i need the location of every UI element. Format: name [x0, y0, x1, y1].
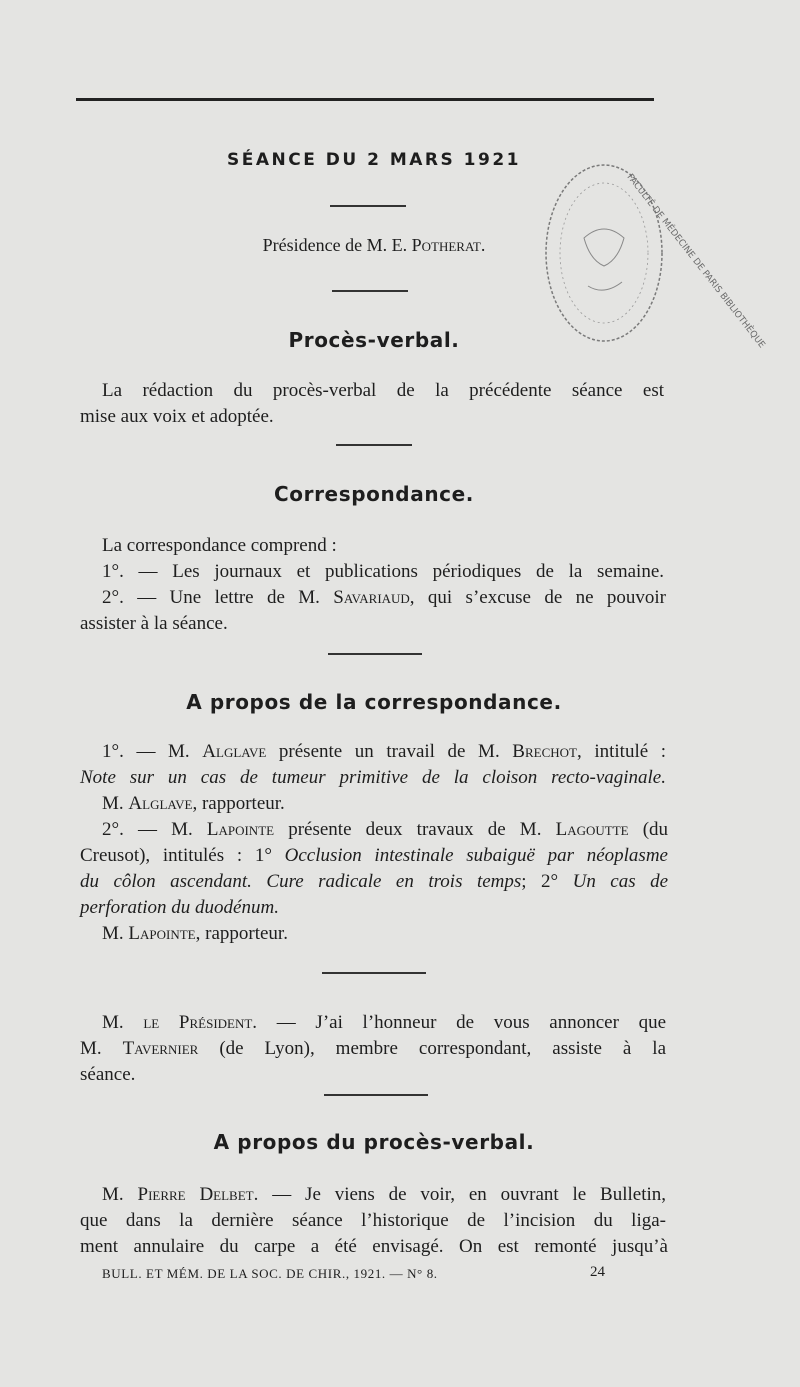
apc-p2-line-2 — [80, 843, 668, 869]
apc-p1-name2: Brechot, — [512, 741, 582, 762]
president-l2-m: M. — [80, 1038, 102, 1059]
president-text: — J’ai l’honneur de vous annoncer que — [276, 1012, 667, 1033]
apc-p1-rapporteur-m: M. — [102, 793, 124, 814]
corr-item-1: 1°. — Les journaux et publications périodiques de la semaine. — [102, 561, 664, 582]
president-name: le Président. — [143, 1012, 258, 1033]
president-line-3: séance. — [80, 1064, 136, 1085]
presidency-prefix: Présidence de M. E. — [262, 235, 408, 255]
section-title-proces-verbal: Procès-verbal. — [288, 328, 460, 352]
divider — [332, 290, 408, 292]
apc-p1-name: Alglave — [202, 741, 267, 762]
apc-p2-num: 2°. — M. — [102, 819, 193, 840]
apc-p1-num: 1°. — M. — [102, 741, 190, 762]
apc-p2-l2-text: Creusot), intitulés : 1° — [80, 845, 272, 866]
pv-line-2: mise aux voix et adoptée. — [80, 406, 274, 427]
apc-p2-rapporteur-m: M. — [102, 923, 124, 944]
apc-p2-text: présente deux travaux de M. — [288, 819, 542, 840]
divider — [322, 972, 426, 974]
apv-line-2: que dans la dernière séance l’historique de l’incision du liga- — [80, 1210, 666, 1231]
corr-item-2 — [102, 585, 666, 611]
apv-text: — Je viens de voir, en ouvrant le Bulletin, — [272, 1184, 667, 1205]
apc-p1-rapporteur-label: rapporteur. — [201, 793, 285, 814]
apc-p2-l3-text: ; 2° — [521, 871, 559, 892]
corr-intro: La correspondance comprend : — [102, 535, 337, 556]
apc-p2-l3-title: du côlon ascendant. Cure radicale en trois temps — [80, 871, 522, 892]
apc-p2-name2: Lagoutte — [555, 819, 629, 840]
apc-p2-name: Lapointe — [206, 819, 275, 840]
president-l2-name: Tavernier — [122, 1038, 199, 1059]
library-stamp — [536, 158, 767, 351]
president-line-1 — [102, 1010, 666, 1036]
president-line-2 — [80, 1036, 666, 1062]
corr-item-2-prefix: 2°. — Une lettre de M. — [102, 587, 320, 608]
divider — [330, 205, 406, 207]
apv-m: M. — [102, 1184, 124, 1205]
apc-p2-line-4: perforation du duodénum. — [80, 897, 279, 918]
apc-p1-title: Note sur un cas de tumeur primitive de la cloison recto-vaginale. — [80, 767, 666, 788]
president-m: M. — [102, 1012, 124, 1033]
apc-p2-rapporteur — [102, 921, 288, 947]
apc-p1-rapporteur-name: Alglave, — [128, 793, 198, 814]
president-l2-text: (de Lyon), membre correspondant, assiste à la — [219, 1038, 667, 1059]
apv-line-3: ment annulaire du carpe a été envisagé. On est remonté jusqu’à — [80, 1236, 668, 1257]
apc-p1-text: présente un travail de M. — [278, 741, 500, 762]
stamp-text: FACULTÉ DE MÉDECINE DE PARIS BIBLIOTHÈQUE — [624, 172, 767, 351]
apc-p1-rapporteur — [102, 791, 285, 817]
pv-line-1: La rédaction du procès-verbal de la précédente séance est — [102, 380, 664, 401]
apc-p2-rapporteur-label: rapporteur. — [205, 923, 288, 944]
apc-p2-l2-title: Occlusion intestinale subaiguë par néoplasme — [284, 845, 668, 866]
divider — [336, 444, 412, 446]
apc-p1-end: intitulé : — [594, 741, 667, 762]
apc-p2-rapporteur-name: Lapointe, — [128, 923, 201, 944]
session-title: SÉANCE DU 2 MARS 1921 — [227, 150, 521, 170]
section-title-a-propos-pv: A propos du procès-verbal. — [213, 1130, 535, 1154]
divider — [328, 653, 422, 655]
presidency-name: Potherat. — [411, 235, 486, 255]
apv-name: Pierre Delbet. — [137, 1184, 259, 1205]
apc-p1-line-1 — [102, 739, 666, 765]
apc-p2-line-3 — [80, 869, 668, 895]
section-title-a-propos-correspondance: A propos de la correspondance. — [186, 690, 562, 714]
page-number: 24 — [590, 1264, 605, 1280]
header-rule — [76, 98, 654, 101]
corr-item-2-name: Savariaud, — [333, 587, 415, 608]
section-title-correspondance: Correspondance. — [274, 482, 474, 506]
apc-p2-end: (du — [642, 819, 669, 840]
footer-citation: BULL. ET MÉM. DE LA SOC. DE CHIR., 1921. — N° 8. — [102, 1266, 438, 1281]
apv-line-1 — [102, 1182, 666, 1208]
corr-item-2-line-2: assister à la séance. — [80, 613, 228, 634]
apc-p2-l3-title2: Un cas de — [572, 871, 669, 892]
apc-p2-line-1 — [102, 817, 668, 843]
divider — [324, 1094, 428, 1096]
corr-item-2-suffix: qui s’excuse de ne pouvoir — [427, 587, 667, 608]
